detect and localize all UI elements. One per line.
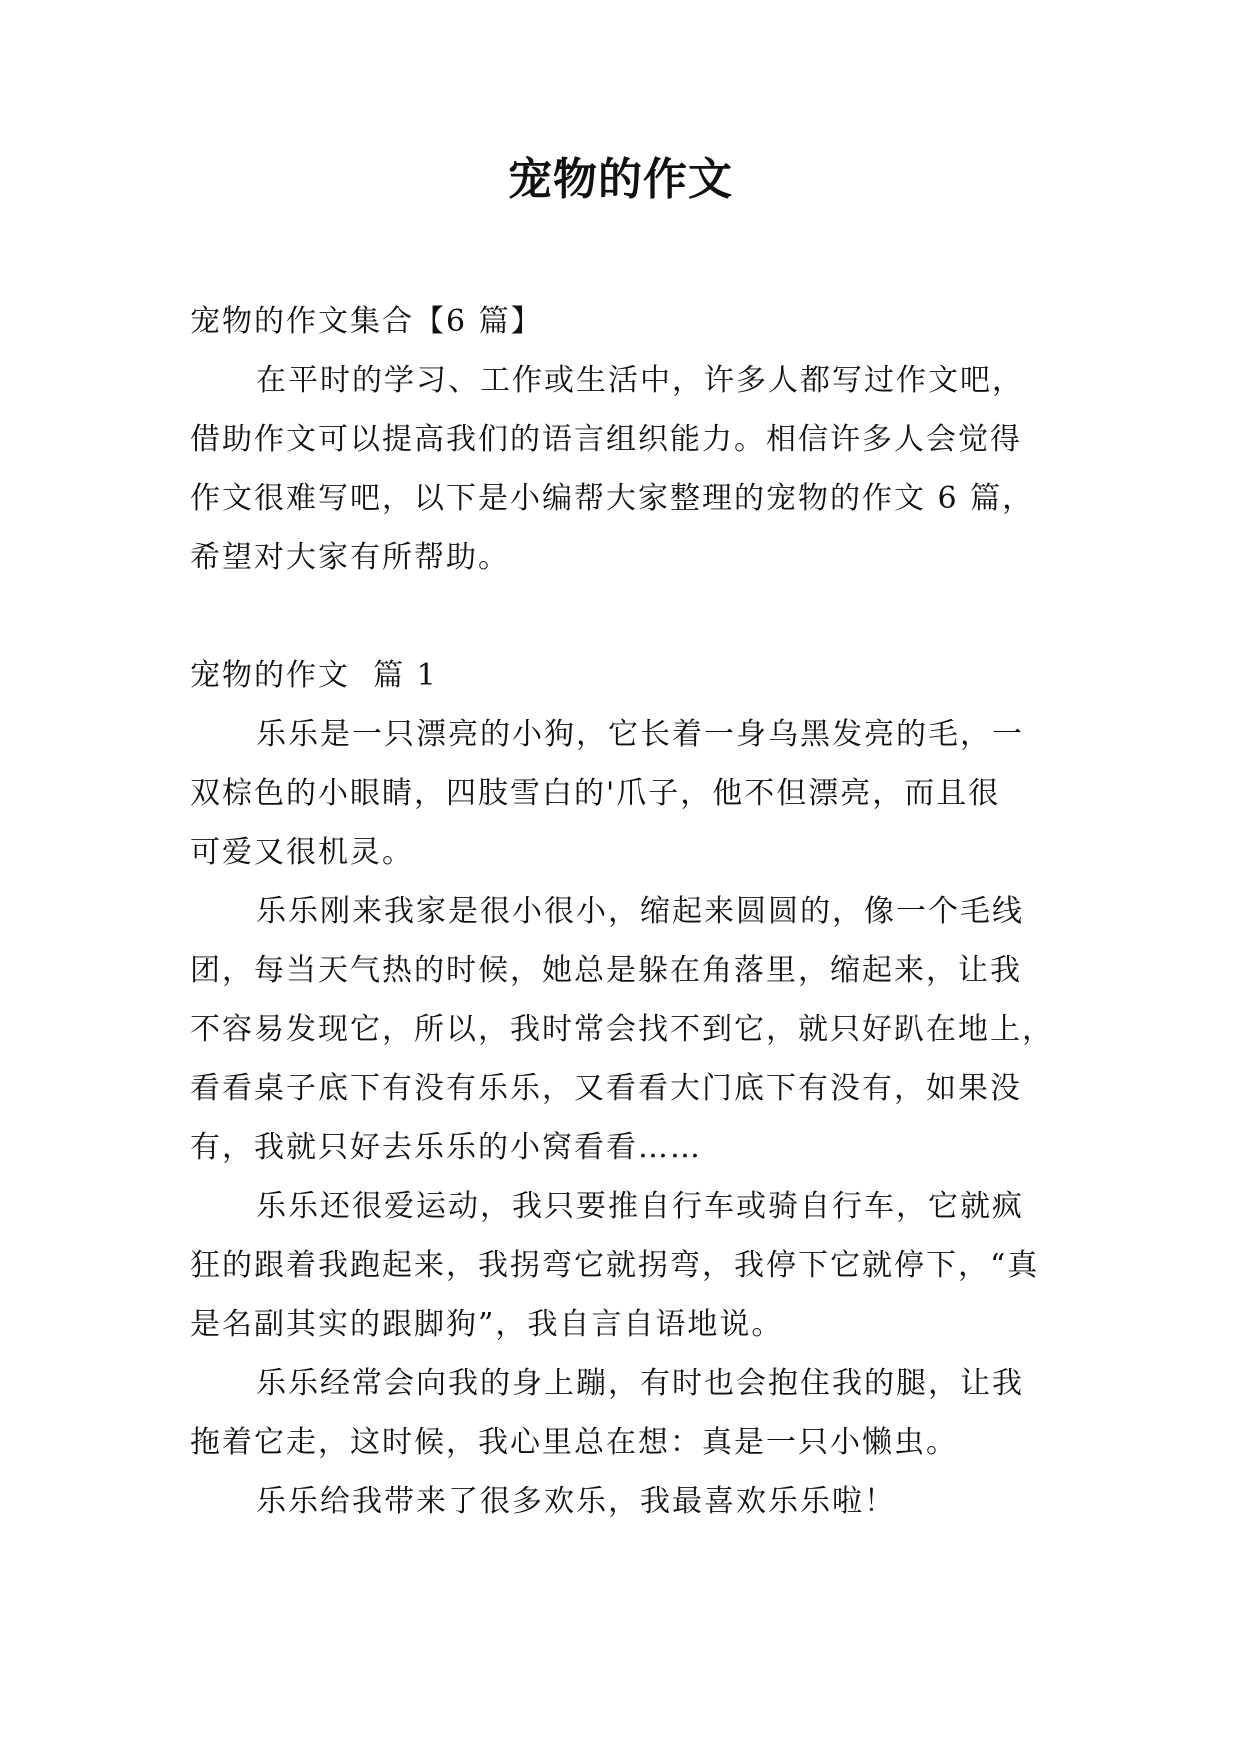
essay-paragraph bbox=[190, 1354, 1068, 1472]
paragraph-line: 拖着它走，这时候，我心里总在想：真是一只小懒虫。 bbox=[190, 1425, 958, 1460]
essay-paragraph bbox=[190, 882, 1068, 1177]
document-title: 宠物的作文 bbox=[508, 154, 733, 205]
intro-line: 借助作文可以提高我们的语言组织能力。相信许多人会觉得 bbox=[190, 422, 1022, 457]
paragraph-line: 乐乐是一只漂亮的小狗，它长着一身乌黑发亮的毛，一 bbox=[256, 717, 1024, 752]
essay-paragraph bbox=[190, 1177, 1068, 1354]
intro-line: 作文很难写吧，以下是小编帮大家整理的宠物的作文 6 篇， bbox=[190, 481, 1035, 516]
intro-line: 希望对大家有所帮助。 bbox=[190, 540, 510, 575]
paragraph-line: 看看桌子底下有没有乐乐，又看看大门底下有没有，如果没 bbox=[190, 1071, 1022, 1106]
collection-subtitle: 宠物的作文集合【6 篇】 bbox=[190, 304, 543, 339]
paragraph-line: 狂的跟着我跑起来，我拐弯它就拐弯，我停下它就停下，“真 bbox=[190, 1248, 1040, 1283]
document-body bbox=[190, 292, 1068, 1531]
paragraph-line: 有，我就只好去乐乐的小窝看看…… bbox=[190, 1130, 702, 1165]
intro-line: 在平时的学习、工作或生活中，许多人都写过作文吧， bbox=[256, 363, 1024, 398]
essay-paragraph bbox=[190, 705, 1068, 882]
paragraph-line: 团，每当天气热的时候，她总是躲在角落里，缩起来，让我 bbox=[190, 953, 1022, 988]
intro-paragraph bbox=[190, 351, 1068, 587]
section-heading: 宠物的作文 篇 1 bbox=[190, 658, 438, 693]
paragraph-line: 不容易发现它，所以，我时常会找不到它，就只好趴在地上， bbox=[190, 1012, 1054, 1047]
paragraph-line: 乐乐给我带来了很多欢乐，我最喜欢乐乐啦！ bbox=[256, 1484, 896, 1519]
paragraph-line: 双棕色的小眼睛，四肢雪白的'爪子，他不但漂亮，而且很 bbox=[190, 776, 1001, 811]
spacer bbox=[190, 587, 1068, 646]
essay-paragraph bbox=[190, 1472, 1068, 1531]
paragraph-line: 是名副其实的跟脚狗”，我自言自语地说。 bbox=[190, 1307, 784, 1342]
paragraph-line: 乐乐还很爱运动，我只要推自行车或骑自行车，它就疯 bbox=[256, 1189, 1024, 1224]
paragraph-line: 乐乐刚来我家是很小很小，缩起来圆圆的，像一个毛线 bbox=[256, 894, 1024, 929]
paragraph-line: 可爱又很机灵。 bbox=[190, 835, 414, 870]
paragraph-line: 乐乐经常会向我的身上蹦，有时也会抱住我的腿，让我 bbox=[256, 1366, 1024, 1401]
